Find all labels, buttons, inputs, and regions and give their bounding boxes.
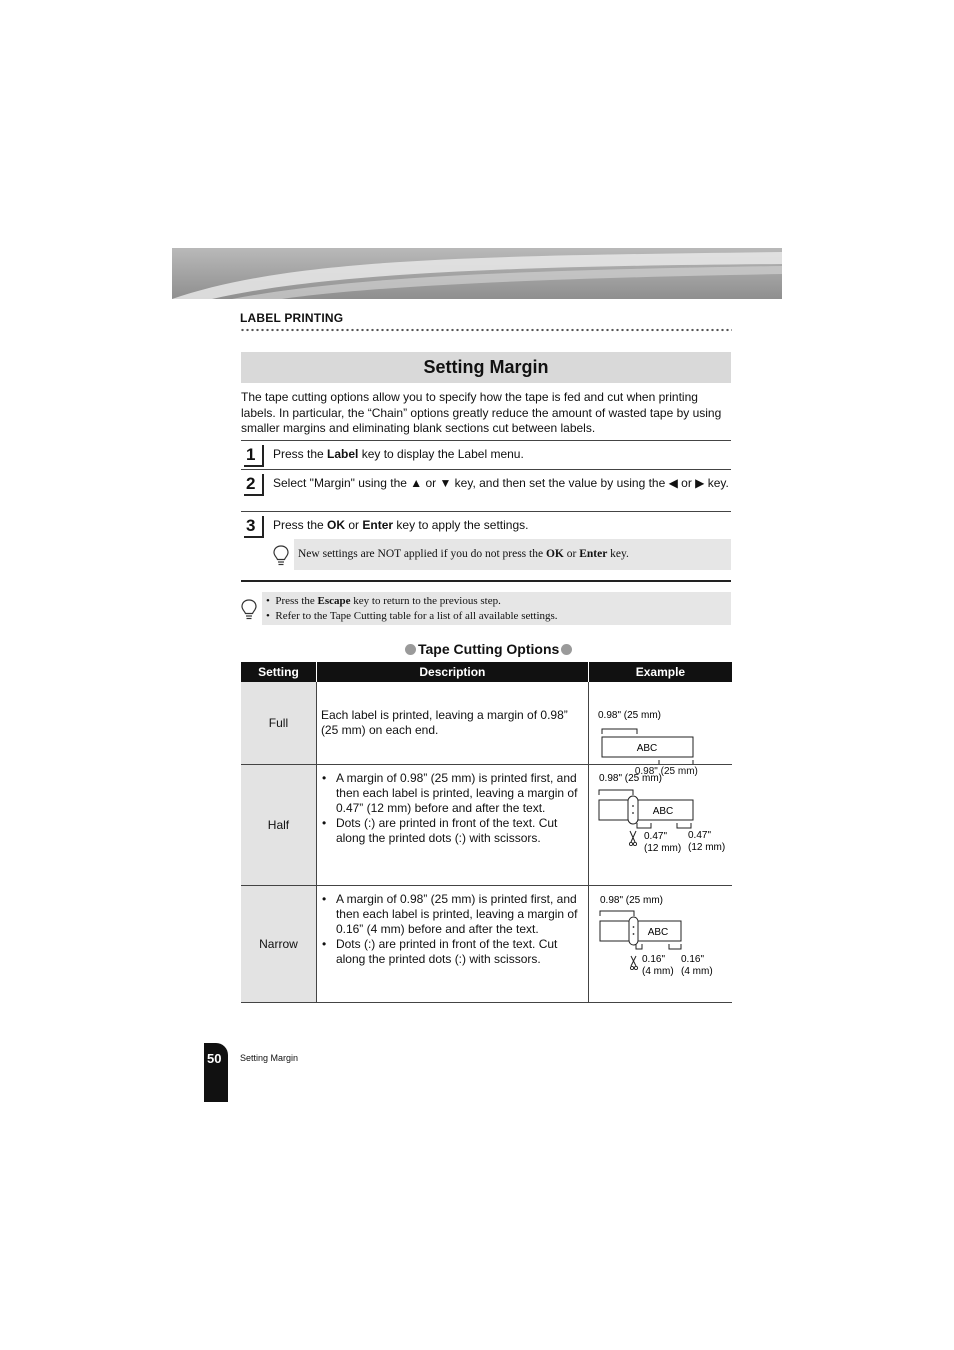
description-cell	[316, 885, 588, 1002]
section-divider	[241, 580, 731, 582]
diagram-label: (4 mm)	[680, 965, 713, 977]
description-cell	[316, 764, 588, 885]
bullet-dot	[561, 644, 572, 655]
step-number-1: 1	[244, 445, 264, 467]
diagram-label: 0.16"	[641, 953, 665, 965]
dotted-divider	[240, 328, 732, 332]
step-number-2: 2	[244, 474, 264, 496]
step-divider	[241, 511, 731, 512]
full-margin-diagram	[589, 682, 735, 764]
page-title-bar	[241, 352, 731, 383]
header-banner	[172, 248, 782, 299]
lightbulb-icon	[272, 544, 290, 568]
lightbulb-icon	[240, 598, 258, 622]
description-bullet: • Dots (:) are printed in front of the text. Cut along the printed dots (:) with scissors.	[321, 815, 558, 845]
enter-key: Enter	[362, 518, 394, 532]
diagram-label: (12 mm)	[643, 842, 682, 854]
banner-swoosh	[172, 248, 782, 299]
half-margin-diagram	[589, 765, 735, 886]
description-cell: Each label is printed, leaving a margin of 0.98” (25 mm) on each end.	[316, 682, 588, 764]
label-key: Label	[327, 447, 359, 461]
example-cell	[588, 764, 732, 885]
column-header-example: Example	[588, 662, 732, 682]
bullet-dot	[405, 644, 416, 655]
column-header-description: Description	[316, 662, 588, 682]
diagram-label: 0.98" (25 mm)	[634, 766, 698, 777]
diagram-label: 0.98" (25 mm)	[597, 710, 661, 721]
page-title: Setting Margin	[423, 357, 549, 377]
scissors-icon	[629, 831, 636, 846]
description-bullet: • A margin of 0.98” (25 mm) is printed first, and then each label is printed, leaving a margin of 0.16” (4 mm) before and after the text.	[321, 891, 578, 936]
example-cell	[588, 885, 732, 1002]
diagram-label: 0.47"	[643, 830, 667, 842]
tape-cutting-subheading: Tape Cutting Options	[403, 641, 574, 657]
page-number-tab	[204, 1043, 228, 1102]
narrow-margin-diagram	[589, 886, 735, 1003]
diagram-label: (4 mm)	[641, 965, 674, 977]
scissors-icon	[630, 956, 637, 970]
page-number: 50	[207, 1051, 222, 1066]
step-number-3: 3	[244, 516, 264, 538]
description-bullet: • Dots (:) are printed in front of the text. Cut along the printed dots (:) with scissors.	[321, 936, 558, 966]
diagram-label: 0.47"	[687, 829, 711, 841]
step-divider	[241, 440, 731, 441]
table-row	[241, 885, 732, 1002]
diagram-label: ABC	[652, 805, 674, 817]
column-header-setting: Setting	[241, 662, 316, 682]
footer-section-name: Setting Margin	[240, 1053, 299, 1063]
step-1-text: Press the Label key to display the Label menu.	[273, 447, 524, 461]
ok-key: OK	[327, 518, 346, 532]
diagram-label: ABC	[636, 743, 658, 754]
section-label: LABEL PRINTING	[240, 311, 344, 325]
table-row	[241, 764, 732, 885]
tip-item: • Press the Escape key to return to the previous step.	[266, 595, 501, 607]
diagram-label: 0.16"	[680, 953, 704, 965]
description-bullet: • A margin of 0.98” (25 mm) is printed first, and then each label is printed, leaving a margin of 0.47” (12 mm) before and after the text.	[321, 770, 578, 815]
intro-paragraph: The tape cutting options allow you to specify how the tape is fed and cut when printing labels. In particular, the “Chain” options greatly reduce the amount of wasted tape by using smaller margins and eliminating blank sections cut between labels.	[241, 390, 722, 435]
diagram-label: ABC	[647, 926, 669, 938]
tip-item: • Refer to the Tape Cutting table for a list of all available settings.	[266, 610, 558, 622]
tape-cutting-table	[241, 662, 732, 1003]
diagram-label: (12 mm)	[687, 841, 726, 853]
tips-note	[262, 592, 731, 625]
step-3-text: Press the OK or Enter key to apply the settings.	[273, 518, 529, 532]
step-divider	[241, 469, 731, 470]
table-row	[241, 682, 732, 764]
setting-cell: Narrow	[241, 885, 316, 1002]
step-2-text: Select "Margin" using the ▲ or ▼ key, and then set the value by using the ◀ or ▶ key.	[273, 476, 729, 490]
setting-cell: Full	[241, 682, 316, 764]
setting-cell: Half	[241, 764, 316, 885]
step-note: New settings are NOT applied if you do not press the OK or Enter key.	[294, 539, 731, 570]
example-cell	[588, 682, 732, 777]
diagram-label: 0.98" (25 mm)	[599, 894, 663, 906]
diagram-label: 0.98" (25 mm)	[598, 772, 662, 784]
